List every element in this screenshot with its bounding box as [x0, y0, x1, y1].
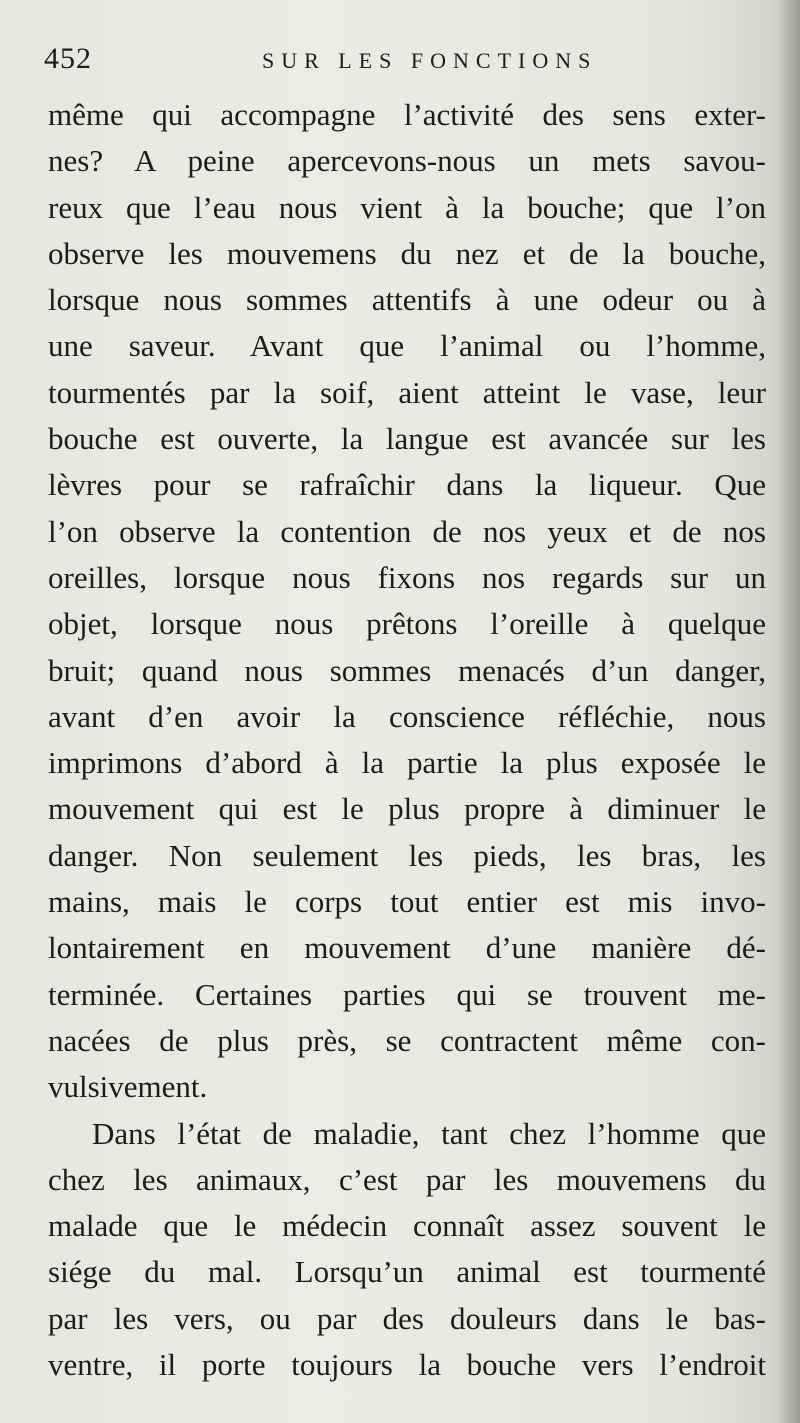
text-line: lèvres pour se rafraîchir dans la liqueur. Que [48, 467, 766, 503]
text-line: nes? A peine apercevons-nous un mets savou- [48, 143, 766, 179]
text-line: une saveur. Avant que l’animal ou l’homme, [48, 328, 766, 364]
text-line: Dans l’état de maladie, tant chez l’homme que [92, 1115, 766, 1151]
text-line: observe les mouvemens du nez et de la bouche, [48, 235, 766, 271]
running-head: SUR LES FONCTIONS [262, 48, 598, 73]
text-line: chez les animaux, c’est par les mouvemens du [48, 1161, 766, 1197]
text-line: terminée. Certaines parties qui se trouvent me- [48, 976, 766, 1012]
text-line: vulsivement. [48, 1069, 208, 1105]
text-line: par les vers, ou par des douleurs dans le bas- [48, 1300, 766, 1336]
text-line: danger. Non seulement les pieds, les bras, les [48, 837, 766, 873]
text-line: bouche est ouverte, la langue est avancée sur les [48, 421, 766, 457]
text-line: lontairement en mouvement d’une manière dé- [48, 930, 766, 966]
text-line: reux que l’eau nous vient à la bouche; que l’on [48, 189, 766, 225]
text-line: siége du mal. Lorsqu’un animal est tourmenté [48, 1254, 766, 1290]
text-line: même qui accompagne l’activité des sens exter- [48, 97, 766, 132]
text-line: mouvement qui est le plus propre à diminuer le [48, 791, 766, 827]
text-line: lorsque nous sommes attentifs à une odeur ou à [48, 282, 766, 318]
page-header [44, 40, 764, 80]
text-line: avant d’en avoir la conscience réfléchie, nous [48, 698, 766, 734]
text-line: l’on observe la contention de nos yeux et de nos [48, 513, 766, 549]
text-line: imprimons d’abord à la partie la plus exposée le [48, 745, 766, 781]
text-line: ventre, il porte toujours la bouche vers l’endroit [48, 1347, 766, 1383]
text-line: objet, lorsque nous prêtons l’oreille à quelque [48, 606, 766, 642]
text-line: oreilles, lorsque nous fixons nos regards sur un [48, 559, 766, 595]
text-line: bruit; quand nous sommes menacés d’un danger, [48, 652, 766, 688]
text-line: malade que le médecin connaît assez souvent le [48, 1208, 766, 1244]
page-number: 452 [44, 42, 92, 75]
text-line: mains, mais le corps tout entier est mis invo- [48, 884, 766, 920]
page-gutter-shadow [778, 0, 800, 1423]
text-line: nacées de plus près, se contractent même con- [48, 1022, 766, 1058]
page-body [48, 92, 766, 1388]
paragraph-1 [48, 92, 766, 1111]
text-line: tourmentés par la soif, aient atteint le vase, leur [48, 374, 766, 410]
paragraph-2 [48, 1111, 766, 1389]
